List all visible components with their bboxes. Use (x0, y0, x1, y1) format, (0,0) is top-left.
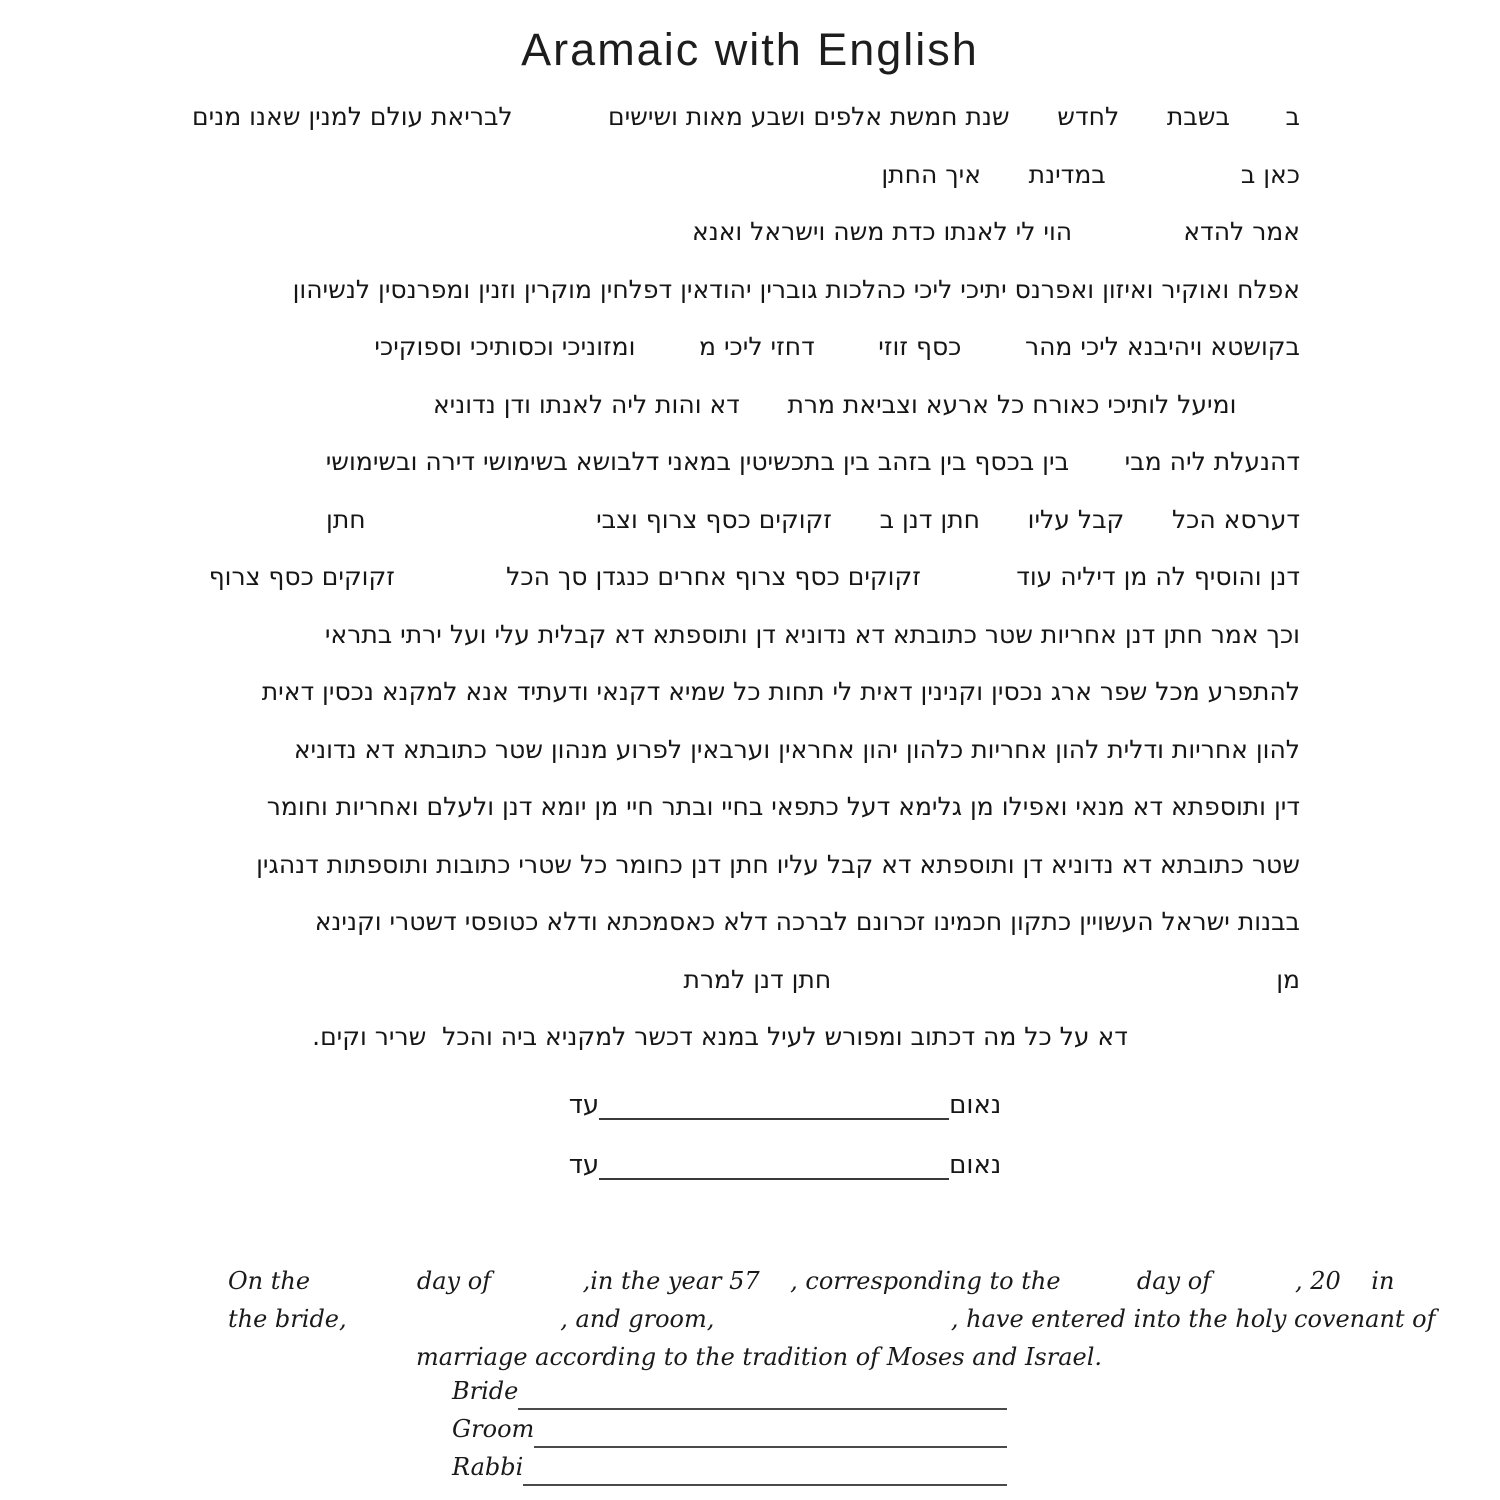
aramaic-line: ומיעל לותיכי כאורח כל ארעא וצביאת מרת דא והות ליה לאנתו ודן נדוניא (432, 389, 1300, 419)
english-line-names: the bride, , and groom, , have entered into the holy covenant of (228, 1305, 1436, 1333)
aramaic-line: שטר כתובתא דא נדוניא דן ותוספתא דא קבל עליו חתן דנן כחומר כל שטרי כתובות ותוספתות דנהגין (256, 849, 1300, 879)
english-text-block (228, 1262, 1436, 1376)
bride-signature-line[interactable] (518, 1378, 1007, 1410)
english-line-date: On the day of ,in the year 57 , corresponding to the day of , 20 in (228, 1267, 1395, 1295)
english-line-closing: marriage according to the tradition of Moses and Israel. (415, 1343, 1103, 1371)
aramaic-line: כאן ב במדינת איך החתן (881, 159, 1300, 189)
aramaic-line: דין ותוספתא דא מנאי ואפילו מן גלימא דעל כתפאי בחיי ובתר חיי מן יומא דנן ולעלם ואחריות וחומר (266, 792, 1300, 821)
aramaic-line: אפלח ואוקיר ואיזון ואפרנס יתיכי ליכי כהלכות גוברין יהודאין דפלחין מוקרין וזנין ומפרנסין לנשיהון (292, 274, 1300, 304)
groom-field-row (452, 1410, 1007, 1448)
aramaic-line: בקושטא ויהיבנא ליכי מהר כסף זוזי דחזי ליכי מ ומזוניכי וכסותיכי וספוקיכי (374, 332, 1300, 361)
bride-field-row (452, 1372, 1007, 1410)
aramaic-line: וכך אמר חתן דנן אחריות שטר כתובתא דא נדוניא דן ותוספתא דא קבלית עלי ועל ירתי בתראי (324, 619, 1300, 649)
witness-signature-row (35, 1142, 1500, 1180)
signed-label: נאום (949, 1150, 1002, 1180)
groom-signature-line[interactable] (534, 1416, 1007, 1448)
aramaic-line: בבנות ישראל העשויין כתקון חכמינו זכרונם לברכה דלא כאסמכתא ודלא כטופסי דשטרי וקנינא (314, 907, 1300, 936)
aramaic-groom-bride-line: מן חתן דנן למרת (683, 964, 1300, 994)
witness-signature-line[interactable] (599, 1146, 949, 1180)
aramaic-line: אמר להדא הוי לי לאנתו כדת משה וישראל ואנא (691, 217, 1300, 246)
witness-signature-line[interactable] (599, 1086, 949, 1120)
groom-field-label: Groom (452, 1415, 535, 1443)
aramaic-closing-line: דא על כל מה דכתוב ומפורש לעיל במנא דכשר למקניא ביה והכל שריר וקים. (312, 1022, 1128, 1051)
witness-signature-row (35, 1082, 1500, 1120)
aramaic-line: ב בשבת לחדש שנת חמשת אלפים ושבע מאות ושישים לבריאת עולם למנין שאנו מנים (192, 102, 1300, 131)
rabbi-signature-line[interactable] (523, 1454, 1007, 1486)
rabbi-field-row (452, 1448, 1007, 1486)
aramaic-line: להון אחריות ודלית להון אחריות כלהון יהון אחראין וערבאין לפרוע מנהון שטר כתובתא דא נדוניא (293, 734, 1300, 764)
witness-label: עד (568, 1150, 600, 1180)
bride-field-label: Bride (452, 1377, 519, 1405)
aramaic-line: דערסא הכל קבל עליו חתן דנן ב זקוקים כסף צרוף וצבי חתן (326, 504, 1300, 534)
page-title: Aramaic with English (521, 24, 979, 75)
aramaic-line: דהנעלת ליה מבי בין בכסף בין בזהב בין בתכשיטין במאני דלבושא בשימושי דירה ובשימושי (325, 447, 1300, 476)
witness-signature-block (0, 1082, 1500, 1202)
signed-label: נאום (949, 1090, 1002, 1120)
witness-label: עד (568, 1090, 600, 1120)
aramaic-line: להתפרע מכל שפר ארג נכסין וקנינין דאית לי תחות כל שמיא דקנאי ודעתיד אנא למקנא נכסין דאית (261, 677, 1300, 706)
aramaic-line: דנן והוסיף לה מן דיליה עוד זקוקים כסף צרוף אחרים כנגדן סך הכל זקוקים כסף צרוף (208, 562, 1300, 591)
rabbi-field-label: Rabbi (452, 1453, 524, 1481)
aramaic-text-block (140, 88, 1300, 1066)
signature-fields-block (452, 1372, 1007, 1486)
